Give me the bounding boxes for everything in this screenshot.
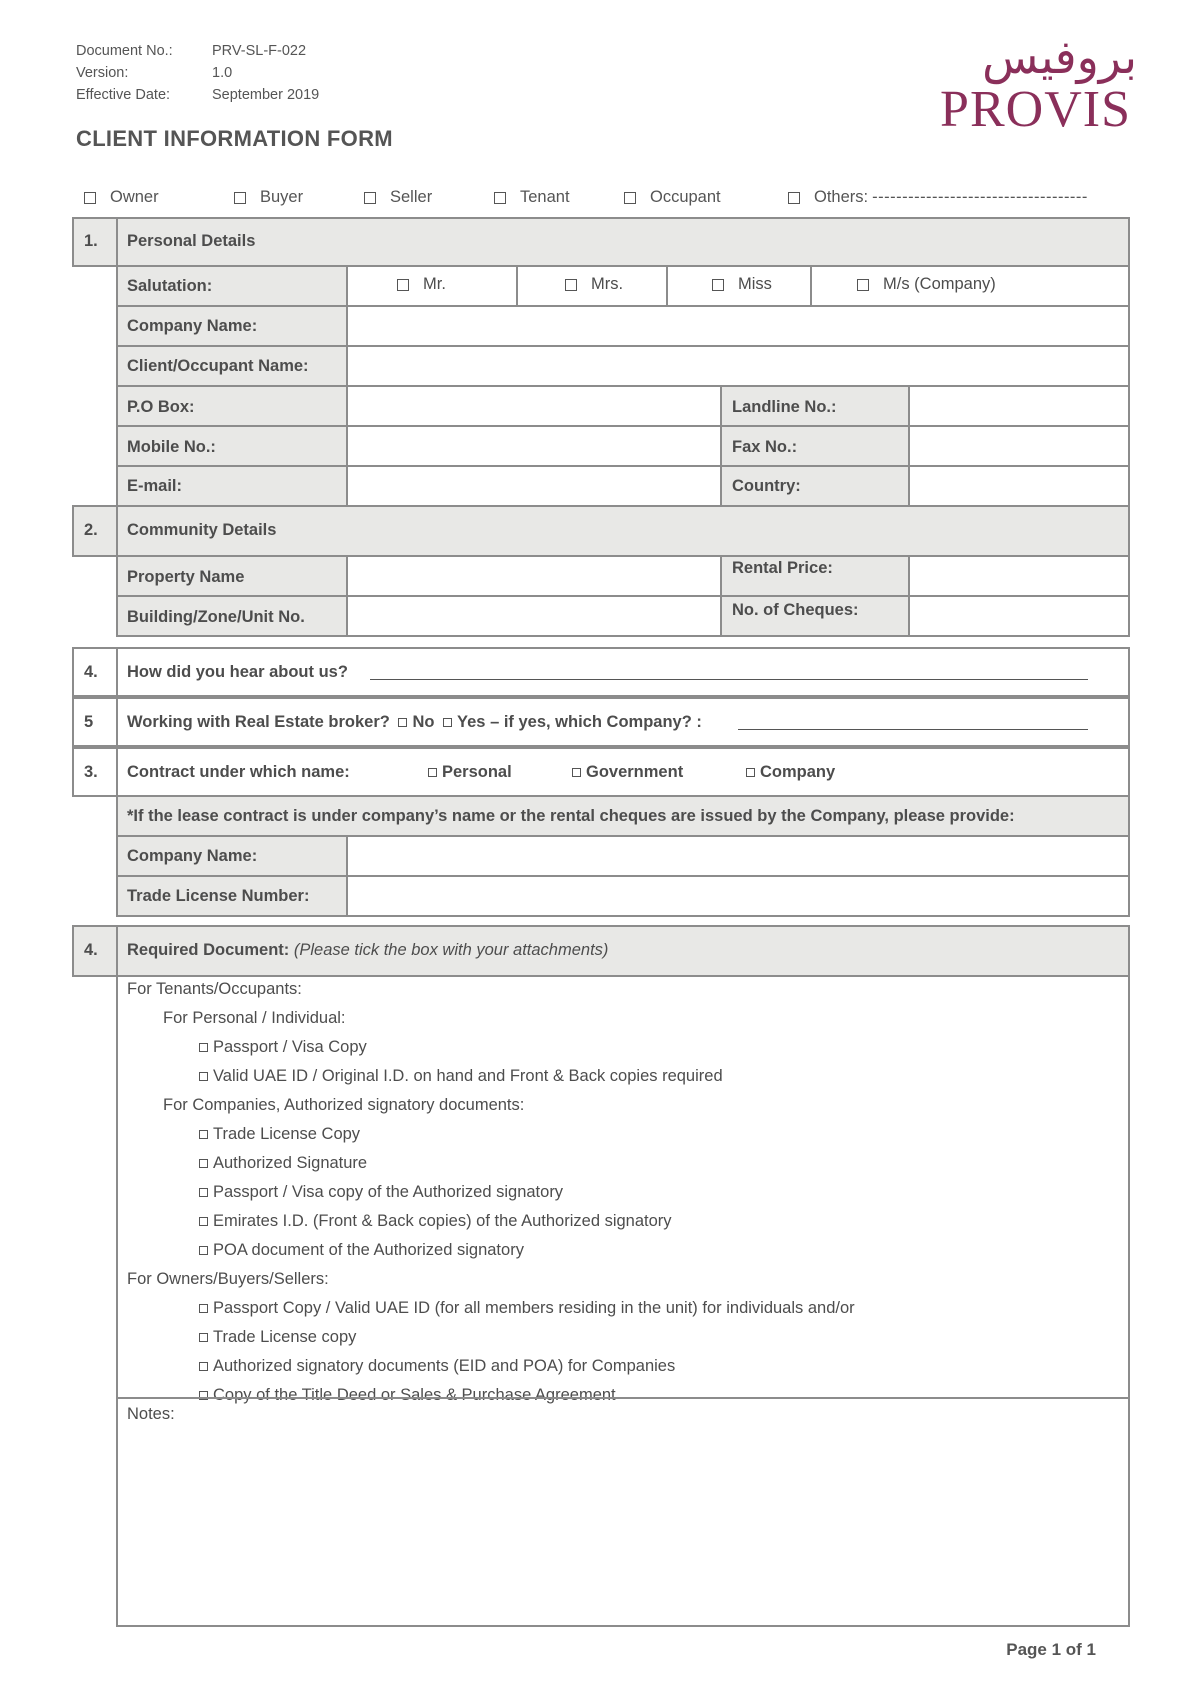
role-label: Seller — [390, 188, 433, 206]
companies-heading: For Companies, Authorized signatory documents: — [163, 1096, 525, 1114]
salutation-option: Miss — [738, 275, 772, 293]
broker-yes-label: Yes – if yes, which Company? : — [457, 713, 702, 731]
checkbox[interactable] — [199, 1072, 208, 1081]
country-field[interactable] — [908, 465, 1130, 507]
provis-logo — [905, 30, 1137, 140]
doc-item-label: Authorized signatory documents (EID and POA) for Companies — [213, 1357, 676, 1375]
contract-company-label: Company Name: — [127, 847, 258, 865]
contract-option-label: Company — [760, 763, 836, 781]
personal-heading: For Personal / Individual: — [163, 1009, 346, 1027]
required-title — [127, 941, 608, 960]
checkbox[interactable] — [397, 279, 409, 291]
role-tenant[interactable] — [494, 188, 570, 207]
checkbox[interactable] — [494, 192, 506, 204]
company-name-field[interactable] — [346, 305, 1130, 347]
logo-arabic: بروفيس — [982, 30, 1137, 84]
cheques-field[interactable] — [908, 595, 1130, 637]
fax-field[interactable] — [908, 425, 1130, 467]
checkbox[interactable] — [199, 1333, 208, 1342]
required-hint: (Please tick the box with your attachments) — [293, 941, 609, 959]
client-name-label: Client/Occupant Name: — [127, 357, 309, 375]
client-name-field[interactable] — [346, 345, 1130, 387]
property-field[interactable] — [346, 555, 722, 597]
mobile-label: Mobile No.: — [127, 438, 216, 456]
checkbox[interactable] — [199, 1362, 208, 1371]
required-documents-list — [127, 975, 1117, 1410]
salutation-option: M/s (Company) — [883, 275, 996, 293]
effective-date: September 2019 — [212, 87, 320, 103]
checkbox[interactable] — [364, 192, 376, 204]
checkbox[interactable] — [857, 279, 869, 291]
role-buyer[interactable] — [234, 188, 303, 207]
others-line: ------------------------------------ — [872, 188, 1088, 206]
contract-company-field[interactable] — [346, 835, 1130, 877]
section-number: 1. — [84, 232, 98, 250]
broker-no-label: No — [412, 713, 435, 731]
doc-item[interactable] — [127, 1149, 1117, 1178]
notes-field[interactable] — [116, 1397, 1130, 1627]
mobile-field[interactable] — [346, 425, 722, 467]
doc-item[interactable] — [127, 1178, 1117, 1207]
role-occupant[interactable] — [624, 188, 721, 207]
doc-item[interactable] — [127, 1236, 1117, 1265]
doc-item[interactable] — [127, 1033, 1117, 1062]
salutation-company[interactable] — [857, 275, 996, 294]
version: 1.0 — [212, 65, 233, 81]
notes-label: Notes: — [127, 1405, 175, 1423]
doc-item[interactable] — [127, 1120, 1117, 1149]
checkbox[interactable] — [428, 768, 437, 777]
doc-item-label: Passport Copy / Valid UAE ID (for all members residing in the unit) for individuals and/or — [213, 1299, 855, 1317]
checkbox[interactable] — [84, 192, 96, 204]
checkbox[interactable] — [199, 1043, 208, 1052]
company-name-label: Company Name: — [127, 317, 258, 335]
checkbox[interactable] — [788, 192, 800, 204]
broker-company-line[interactable] — [738, 709, 1088, 730]
rental-field[interactable] — [908, 555, 1130, 597]
lease-note: *If the lease contract is under company’s name or the rental cheques are issued by the Company, please provide: — [127, 807, 1015, 825]
section-title: Personal Details — [127, 232, 256, 250]
section-number: 2. — [84, 521, 98, 539]
cheques-label: No. of Cheques: — [732, 601, 859, 619]
doc-item-label: POA document of the Authorized signatory — [213, 1241, 524, 1259]
rental-label: Rental Price: — [732, 559, 833, 577]
hear-about-question: How did you hear about us? — [127, 663, 348, 681]
doc-item-label: Authorized Signature — [213, 1154, 368, 1172]
required-title-text: Required Document: — [127, 941, 290, 959]
contract-option-label: Personal — [442, 763, 512, 781]
checkbox[interactable] — [199, 1130, 208, 1139]
contract-option-personal[interactable] — [428, 763, 512, 782]
building-label: Building/Zone/Unit No. — [127, 608, 305, 626]
checkbox[interactable] — [234, 192, 246, 204]
salutation-option: Mrs. — [591, 275, 624, 293]
landline-field[interactable] — [908, 385, 1130, 427]
doc-item-label: Copy of the Title Deed or Sales & Purchase Agreement — [213, 1386, 616, 1404]
contract-option-label: Government — [586, 763, 684, 781]
doc-item-label: Passport / Visa copy of the Authorized signatory — [213, 1183, 564, 1201]
doc-item[interactable] — [127, 1294, 1117, 1323]
building-field[interactable] — [346, 595, 722, 637]
role-label: Buyer — [260, 188, 304, 206]
section-number: 4. — [84, 941, 98, 959]
salutation-mrs[interactable] — [565, 275, 623, 294]
page-title: CLIENT INFORMATION FORM — [76, 126, 393, 151]
email-field[interactable] — [346, 465, 722, 507]
role-label: Occupant — [650, 188, 721, 206]
broker-yes-checkbox[interactable] — [443, 718, 452, 727]
doc-item[interactable] — [127, 1352, 1117, 1381]
role-owner[interactable] — [84, 188, 159, 207]
doc-item-label: Emirates I.D. (Front & Back copies) of the Authorized signatory — [213, 1212, 672, 1230]
checkbox[interactable] — [712, 279, 724, 291]
page-number: Page 1 of 1 — [1006, 1640, 1096, 1659]
doc-item[interactable] — [127, 1062, 1117, 1091]
trade-license-label: Trade License Number: — [127, 887, 310, 905]
checkbox[interactable] — [199, 1217, 208, 1226]
doc-item-label: Trade License copy — [213, 1328, 357, 1346]
checkbox[interactable] — [199, 1304, 208, 1313]
po-box-field[interactable] — [346, 385, 722, 427]
doc-item[interactable] — [127, 1207, 1117, 1236]
contract-option-government[interactable] — [572, 763, 683, 782]
salutation-mr[interactable] — [397, 275, 446, 294]
role-others[interactable] — [788, 188, 1088, 207]
hear-about-answer-line[interactable] — [370, 659, 1088, 680]
checkbox[interactable] — [572, 768, 581, 777]
owners-heading: For Owners/Buyers/Sellers: — [127, 1270, 329, 1288]
effective-label: Effective Date: — [76, 87, 171, 103]
broker-question-text: Working with Real Estate broker? — [127, 713, 390, 731]
role-seller[interactable] — [364, 188, 432, 207]
contract-question: Contract under which name: — [127, 763, 350, 781]
role-label: Others: — [814, 188, 869, 206]
salutation-miss[interactable] — [712, 275, 772, 294]
role-label: Tenant — [520, 188, 570, 206]
section-title: Community Details — [127, 521, 277, 539]
section-number: 4. — [84, 663, 98, 681]
country-label: Country: — [732, 477, 801, 495]
doc-item-label: Trade License Copy — [213, 1125, 361, 1143]
checkbox[interactable] — [199, 1246, 208, 1255]
version-label: Version: — [76, 65, 129, 81]
checkbox[interactable] — [624, 192, 636, 204]
broker-no-checkbox[interactable] — [398, 718, 407, 727]
role-label: Owner — [110, 188, 159, 206]
doc-item-label: Passport / Visa Copy — [213, 1038, 367, 1056]
checkbox[interactable] — [199, 1159, 208, 1168]
doc-item[interactable] — [127, 1323, 1117, 1352]
doc-item-label: Valid UAE ID / Original I.D. on hand and Front & Back copies required — [213, 1067, 723, 1085]
checkbox[interactable] — [746, 768, 755, 777]
client-role-row — [84, 188, 1124, 214]
trade-license-field[interactable] — [346, 875, 1130, 917]
section-number: 3. — [84, 763, 98, 781]
salutation-option: Mr. — [423, 275, 446, 293]
section-number: 5 — [84, 713, 94, 731]
fax-label: Fax No.: — [732, 438, 798, 456]
doc-no-label: Document No.: — [76, 43, 173, 59]
broker-question — [127, 713, 702, 732]
po-box-label: P.O Box: — [127, 398, 195, 416]
checkbox[interactable] — [199, 1188, 208, 1197]
landline-label: Landline No.: — [732, 398, 837, 416]
checkbox[interactable] — [565, 279, 577, 291]
logo-latin: PROVIS — [940, 81, 1131, 138]
tenants-heading: For Tenants/Occupants: — [127, 980, 302, 998]
document-meta — [76, 40, 319, 106]
property-label: Property Name — [127, 568, 245, 586]
salutation-label: Salutation: — [127, 277, 213, 295]
doc-no: PRV-SL-F-022 — [212, 43, 307, 59]
contract-option-company[interactable] — [746, 763, 835, 782]
email-label: E-mail: — [127, 477, 183, 495]
section-num-cell — [72, 697, 118, 747]
